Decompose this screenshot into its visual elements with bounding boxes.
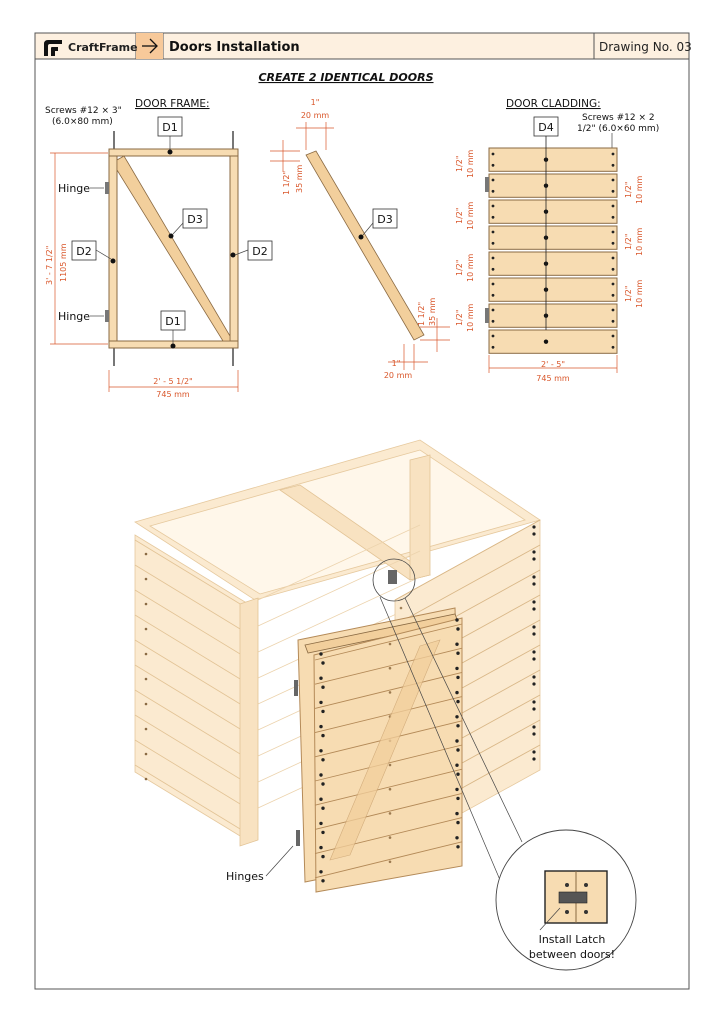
screw-dot [145, 578, 148, 581]
screw-dot [455, 739, 458, 742]
screw-dot [532, 732, 535, 735]
screw-dot [492, 164, 495, 167]
screw-dot [492, 231, 495, 234]
main-title: CREATE 2 IDENTICAL DOORS [258, 71, 434, 84]
screw-dot [532, 757, 535, 760]
screw-dot [532, 600, 535, 603]
frame-section-title: DOOR FRAME: [135, 98, 210, 110]
screw-dot [492, 153, 495, 156]
cladding-gap-metric: 10 mm [466, 149, 475, 178]
screw-dot [145, 603, 148, 606]
screw-dot [455, 715, 458, 718]
screw-dot [389, 836, 392, 839]
tag-d1-bottom: D1 [165, 315, 181, 328]
screw-dot [456, 676, 459, 679]
screw-dot [532, 657, 535, 660]
brace-side-metric: 35 mm [295, 164, 304, 193]
cladding-board [489, 252, 617, 275]
cladding-gap-imperial: 1/2" [624, 285, 633, 302]
screw-dot [492, 242, 495, 245]
screw-dot [492, 257, 495, 260]
cladding-gap-metric: 10 mm [635, 227, 644, 256]
frame-screws-line1: Screws #12 × 3" [45, 106, 122, 116]
screw-dot [612, 179, 615, 182]
screw-dot [612, 164, 615, 167]
screw-dot [321, 710, 324, 713]
screw-dot [145, 678, 148, 681]
screw-dot [456, 821, 459, 824]
door-cladding-drawing [455, 98, 659, 383]
screw-dot [319, 725, 322, 728]
brace-top-metric: 20 mm [300, 111, 330, 120]
hinges-label: Hinges [226, 870, 264, 883]
frame-width-metric: 745 mm [156, 390, 190, 399]
screw-dot [321, 686, 324, 689]
hinge-bottom-label: Hinge [58, 310, 91, 323]
screw-dot [389, 861, 392, 864]
cladding-gap-imperial: 1/2" [624, 233, 633, 250]
screw-dot [532, 650, 535, 653]
cladding-gap-metric: 10 mm [466, 303, 475, 332]
screw-dot [321, 758, 324, 761]
screw-dot [544, 339, 548, 343]
screw-dot [321, 661, 324, 664]
screw-dot [456, 652, 459, 655]
screw-dot [532, 557, 535, 560]
cladding-board [489, 200, 617, 223]
door-frame-drawing [45, 98, 272, 399]
screw-dot [492, 320, 495, 323]
brace-bottom-metric: 20 mm [383, 371, 413, 380]
screw-dot [321, 807, 324, 810]
screw-dot [612, 346, 615, 349]
screw-dot [389, 691, 392, 694]
cladding-board [489, 304, 617, 327]
cladding-screws-line1: Screws #12 × 2 [582, 113, 655, 123]
screw-dot [319, 652, 322, 655]
screw-dot [319, 677, 322, 680]
screw-dot [455, 643, 458, 646]
screw-dot [456, 845, 459, 848]
cladding-screws-line2: 1/2" (6.0×60 mm) [577, 124, 660, 134]
screw-dot [456, 773, 459, 776]
screw-dot [612, 268, 615, 271]
frame-height-imperial: 3' - 7 1/2" [45, 245, 54, 285]
screw-dot [612, 257, 615, 260]
cladding-board [489, 148, 617, 171]
screw-dot [145, 703, 148, 706]
screw-dot [532, 675, 535, 678]
screw-dot [145, 628, 148, 631]
screw-dot [612, 283, 615, 286]
screw-dot [612, 320, 615, 323]
tag-d3-brace: D3 [377, 213, 393, 226]
latch-note-line1: Install Latch [538, 933, 606, 946]
cladding-gap-imperial: 1/2" [455, 155, 464, 172]
cladding-gap-imperial: 1/2" [455, 259, 464, 276]
cladding-gap-imperial: 1/2" [455, 207, 464, 224]
brace-detail-drawing [270, 98, 450, 380]
screw-dot [456, 748, 459, 751]
tag-d2-right: D2 [252, 245, 268, 258]
header [35, 33, 692, 59]
cladding-gap-metric: 10 mm [466, 253, 475, 282]
cladding-width-metric: 745 mm [536, 374, 570, 383]
screw-dot [319, 773, 322, 776]
latch-icon [559, 892, 587, 903]
screw-dot [455, 691, 458, 694]
screw-dot [389, 788, 392, 791]
screw-dot [321, 855, 324, 858]
cladding-gap-imperial: 1/2" [624, 181, 633, 198]
screw-dot [492, 268, 495, 271]
screw-dot [145, 778, 148, 781]
screw-dot [612, 205, 615, 208]
screw-dot [456, 724, 459, 727]
screw-dot [455, 764, 458, 767]
screw-dot [455, 812, 458, 815]
tag-d2-left: D2 [76, 245, 92, 258]
screw-dot [400, 607, 403, 610]
screw-dot [532, 550, 535, 553]
frame-height-metric: 1105 mm [59, 243, 68, 282]
screw-dot [492, 190, 495, 193]
screw-dot [145, 728, 148, 731]
screw-dot [532, 700, 535, 703]
brace-bottom-imperial: 1" [391, 359, 401, 368]
screw-dot [492, 335, 495, 338]
screw-dot [319, 846, 322, 849]
frame-width-imperial: 2' - 5 1/2" [153, 377, 193, 386]
screw-dot [532, 682, 535, 685]
screw-dot [321, 879, 324, 882]
screw-dot [319, 749, 322, 752]
screw-dot [532, 575, 535, 578]
brace-bottom-side-metric: 35 mm [428, 297, 437, 326]
assembly-view [135, 440, 636, 970]
screw-dot [321, 734, 324, 737]
cladding-gap-metric: 10 mm [466, 201, 475, 230]
cladding-board [489, 330, 617, 353]
page-title: Doors Installation [169, 40, 300, 55]
cladding-board [489, 278, 617, 301]
screw-dot [145, 753, 148, 756]
screw-dot [321, 831, 324, 834]
latch-note-line2: between doors! [528, 948, 616, 961]
tag-d1-top: D1 [162, 121, 178, 134]
screw-dot [319, 798, 322, 801]
screw-dot [612, 216, 615, 219]
screw-dot [455, 788, 458, 791]
brace-top-imperial: 1" [310, 98, 320, 107]
screw-dot [389, 812, 392, 815]
screw-dot [492, 205, 495, 208]
screw-dot [612, 153, 615, 156]
screw-dot [145, 653, 148, 656]
screw-dot [456, 797, 459, 800]
cladding-gap-metric: 10 mm [635, 279, 644, 308]
screw-dot [612, 335, 615, 338]
screw-dot [389, 667, 392, 670]
screw-dot [455, 667, 458, 670]
screw-dot [532, 632, 535, 635]
screw-dot [319, 870, 322, 873]
cladding-gap-metric: 10 mm [635, 175, 644, 204]
screw-dot [492, 346, 495, 349]
screw-dot [456, 627, 459, 630]
screw-dot [532, 525, 535, 528]
screw-dot [455, 836, 458, 839]
screw-dot [612, 242, 615, 245]
screw-dot [492, 216, 495, 219]
screw-dot [145, 553, 148, 556]
screw-dot [532, 625, 535, 628]
screw-dot [492, 294, 495, 297]
screw-dot [319, 822, 322, 825]
screw-dot [532, 532, 535, 535]
frame-screws-line2: (6.0×80 mm) [52, 117, 113, 127]
cladding-section-title: DOOR CLADDING: [506, 98, 601, 110]
screw-dot [612, 294, 615, 297]
cladding-gap-imperial: 1/2" [455, 309, 464, 326]
tag-d4: D4 [538, 121, 554, 134]
hinge-top-label: Hinge [58, 182, 91, 195]
screw-dot [532, 582, 535, 585]
screw-dot [612, 309, 615, 312]
screw-dot [612, 231, 615, 234]
screw-dot [389, 643, 392, 646]
cladding-board [489, 174, 617, 197]
tag-d3-frame: D3 [187, 213, 203, 226]
cladding-board [489, 226, 617, 249]
screw-dot [321, 782, 324, 785]
screw-dot [319, 701, 322, 704]
screw-dot [612, 190, 615, 193]
screw-dot [455, 618, 458, 621]
screw-dot [532, 750, 535, 753]
screw-dot [532, 707, 535, 710]
cladding-width-imperial: 2' - 5" [540, 360, 566, 369]
screw-dot [492, 179, 495, 182]
screw-dot [456, 700, 459, 703]
brace-bottom-side-imperial: 1 1/2" [417, 301, 426, 326]
screw-dot [492, 309, 495, 312]
drawing-number: Drawing No. 03 [599, 40, 692, 54]
brace-side-imperial: 1 1/2" [282, 170, 291, 195]
brand-name: CraftFrame [68, 41, 138, 54]
screw-dot [492, 283, 495, 286]
screw-dot [389, 764, 392, 767]
screw-dot [532, 725, 535, 728]
screw-dot [532, 607, 535, 610]
